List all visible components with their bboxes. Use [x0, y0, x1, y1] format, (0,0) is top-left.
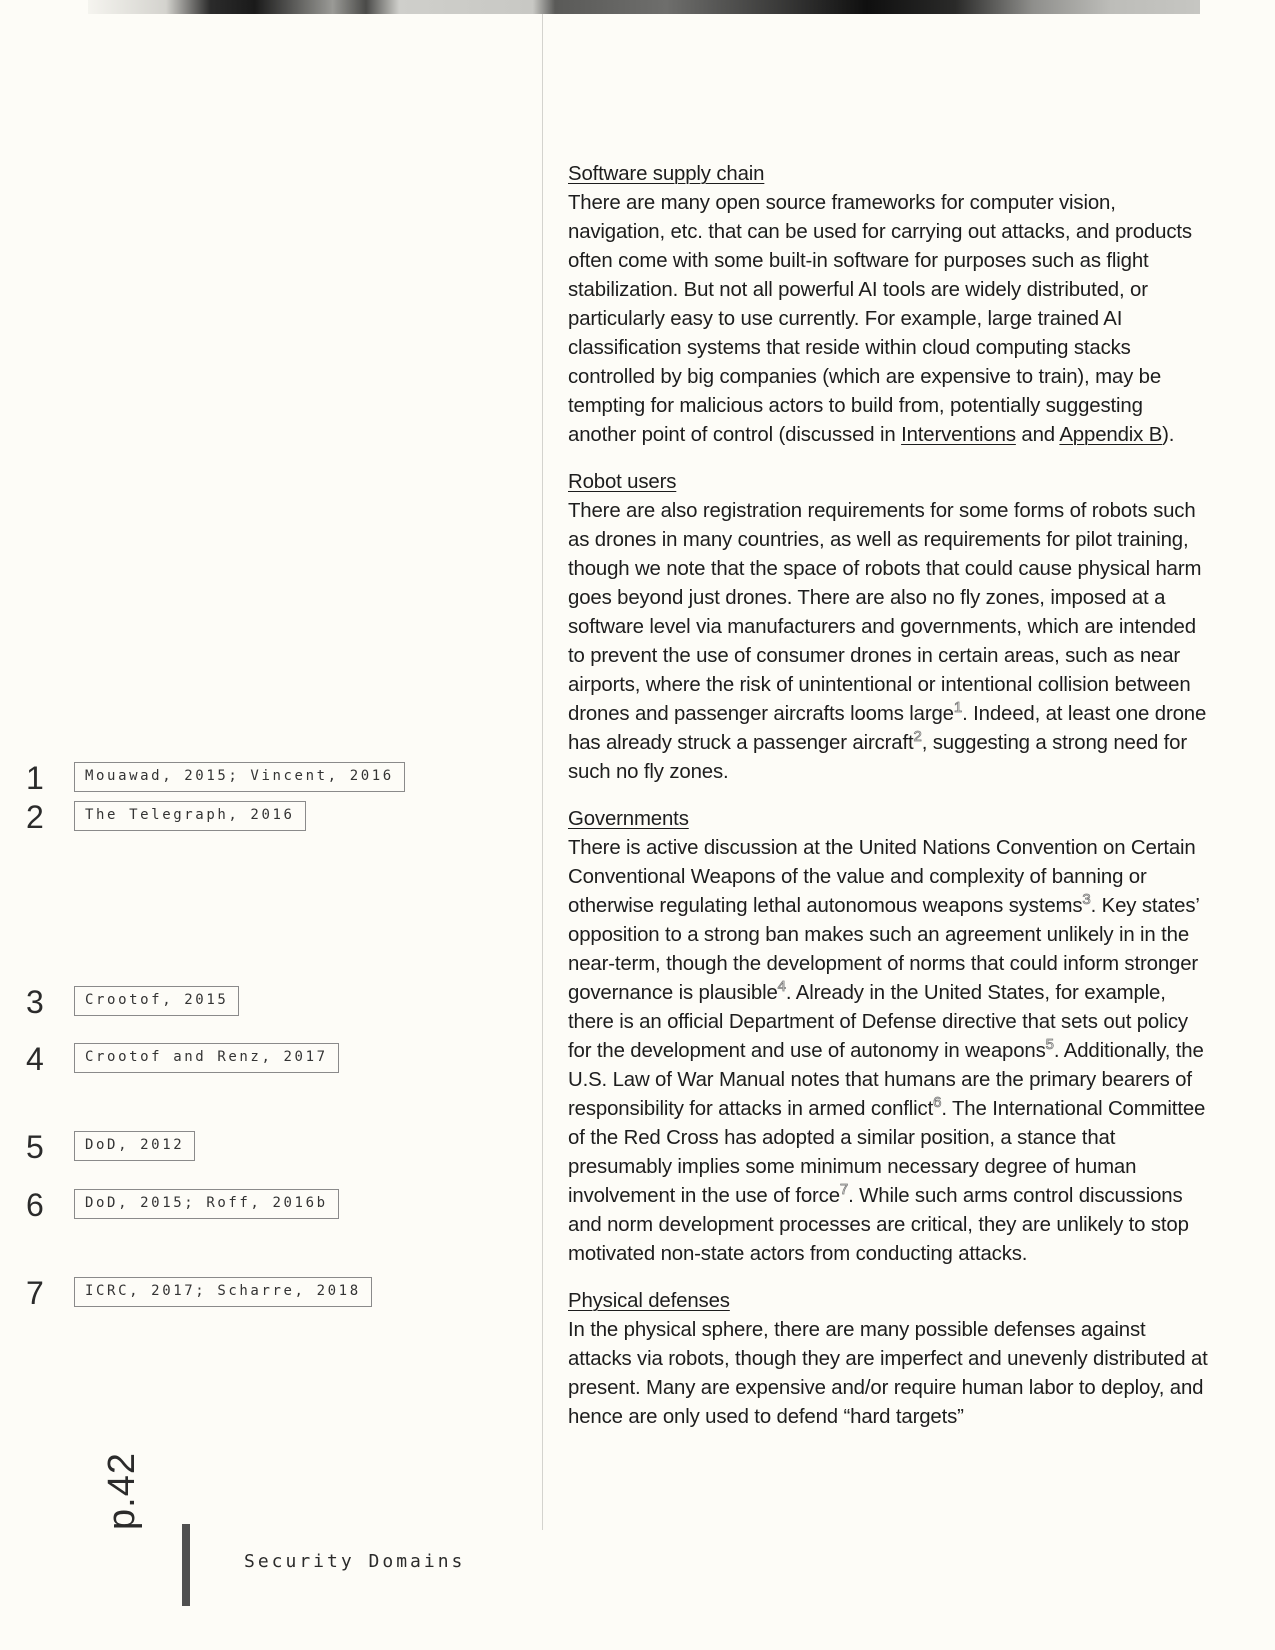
sidenote-citation[interactable]: DoD, 2015; Roff, 2016b: [74, 1189, 339, 1219]
footnote-marker-2[interactable]: 2: [913, 728, 922, 745]
sidenote-citation[interactable]: ICRC, 2017; Scharre, 2018: [74, 1277, 372, 1307]
footer-section-title: Security Domains: [244, 1551, 466, 1572]
sidenote-number: 4: [26, 1041, 44, 1077]
page-number: p.42: [101, 1452, 143, 1530]
section-body: There are many open source frameworks for computer vision, navigation, etc. that can be used for carrying out attacks, and products often come with some built-in software for purposes such as flight stabilization. But not all powerful AI tools are widely distributed, or particularly easy to use currently. For example, large trained AI classification systems that reside within cloud computing stacks controlled by big companies (which are expensive to train), may be tempting for malicious actors to build from, potentially suggesting another point of control (discussed in Interventions and Appendix B).: [568, 192, 1192, 446]
column-divider: [542, 14, 543, 1530]
section-heading: Physical defenses: [568, 1290, 730, 1312]
section-heading: Robot users: [568, 471, 677, 493]
sidenote-number: 2: [26, 799, 44, 835]
section-body: There are also registration requirements for some forms of robots such as drones in many countries, as well as requirements for pilot training, though we note that the space of robots that could cause physical harm goes beyond just drones. There are also no fly zones, imposed at a software level via manufacturers and governments, which are intended to prevent the use of consumer drones in certain areas, such as near airports, where the risk of unintentional or intentional collision between drones and passenger aircrafts looms large$^1$. Indeed, at least one drone has already struck a passenger aircraft$^2$, suggesting a strong need for such no fly zones.: [568, 500, 1207, 783]
sidenote-citation[interactable]: DoD, 2012: [74, 1131, 195, 1161]
footnote-marker-7[interactable]: 7: [839, 1181, 849, 1198]
footnote-marker-5[interactable]: 5: [1045, 1036, 1054, 1053]
sidenote-number: 5: [26, 1129, 44, 1165]
footer-accent-bar: [182, 1524, 190, 1606]
footnote-marker-6[interactable]: 6: [933, 1094, 942, 1111]
section-robot-users: [568, 468, 1208, 787]
sidenote-number: 1: [26, 760, 44, 796]
sidenote-citation[interactable]: The Telegraph, 2016: [74, 801, 306, 831]
sidenote-citation[interactable]: Crootof and Renz, 2017: [74, 1043, 339, 1073]
footnote-marker-4[interactable]: 4: [777, 978, 786, 995]
section-heading: Software supply chain: [568, 163, 765, 185]
footnote-marker-3[interactable]: 3: [1082, 891, 1091, 908]
sidenote-number: 7: [26, 1275, 44, 1311]
section-body: There is active discussion at the United Nations Convention on Certain Conventional Weapons of the value and complexity of banning or otherwise regulating lethal autonomous weapons systems$^3$. Key states’ opposition to a strong ban makes such an agreement unlikely in in the near-term, though the development of norms that could inform stronger governance is plausible$^4$. Already in the United States, for example, there is an official Department of Defense directive that sets out policy for the development and use of autonomy in weapons$^5$. Additionally, the U.S. Law of War Manual notes that humans are the primary bearers of responsibility for attacks in armed conflict$^6$. The International Committee of the Red Cross has adopted a similar position, a stance that presumably implies some minimum necessary degree of human involvement in the use of force$^7$. While such arms control discussions and norm development processes are critical, they are unlikely to stop motivated non-state actors from conducting attacks.: [568, 837, 1206, 1265]
sidenote-number: 6: [26, 1187, 44, 1223]
section-heading: Governments: [568, 808, 689, 830]
sidenote-number: 3: [26, 984, 44, 1020]
sidenote-citation[interactable]: Mouawad, 2015; Vincent, 2016: [74, 762, 405, 792]
header-gradient-bar: [88, 0, 1200, 14]
interventions-link[interactable]: Interventions: [901, 424, 1016, 446]
section-body: In the physical sphere, there are many possible defenses against attacks via robots, though they are imperfect and unevenly distributed at present. Many are expensive and/or require human labor to deploy, and hence are only used to defend “hard targets”: [568, 1319, 1208, 1428]
main-text-column: [568, 160, 1208, 1450]
footnote-marker-1[interactable]: 1: [953, 699, 963, 716]
sidenote-citation[interactable]: Crootof, 2015: [74, 986, 239, 1016]
section-governments: [568, 805, 1208, 1269]
appendix-b-link[interactable]: Appendix B: [1059, 424, 1163, 446]
section-software-supply-chain: [568, 160, 1208, 450]
section-physical-defenses: [568, 1287, 1208, 1432]
